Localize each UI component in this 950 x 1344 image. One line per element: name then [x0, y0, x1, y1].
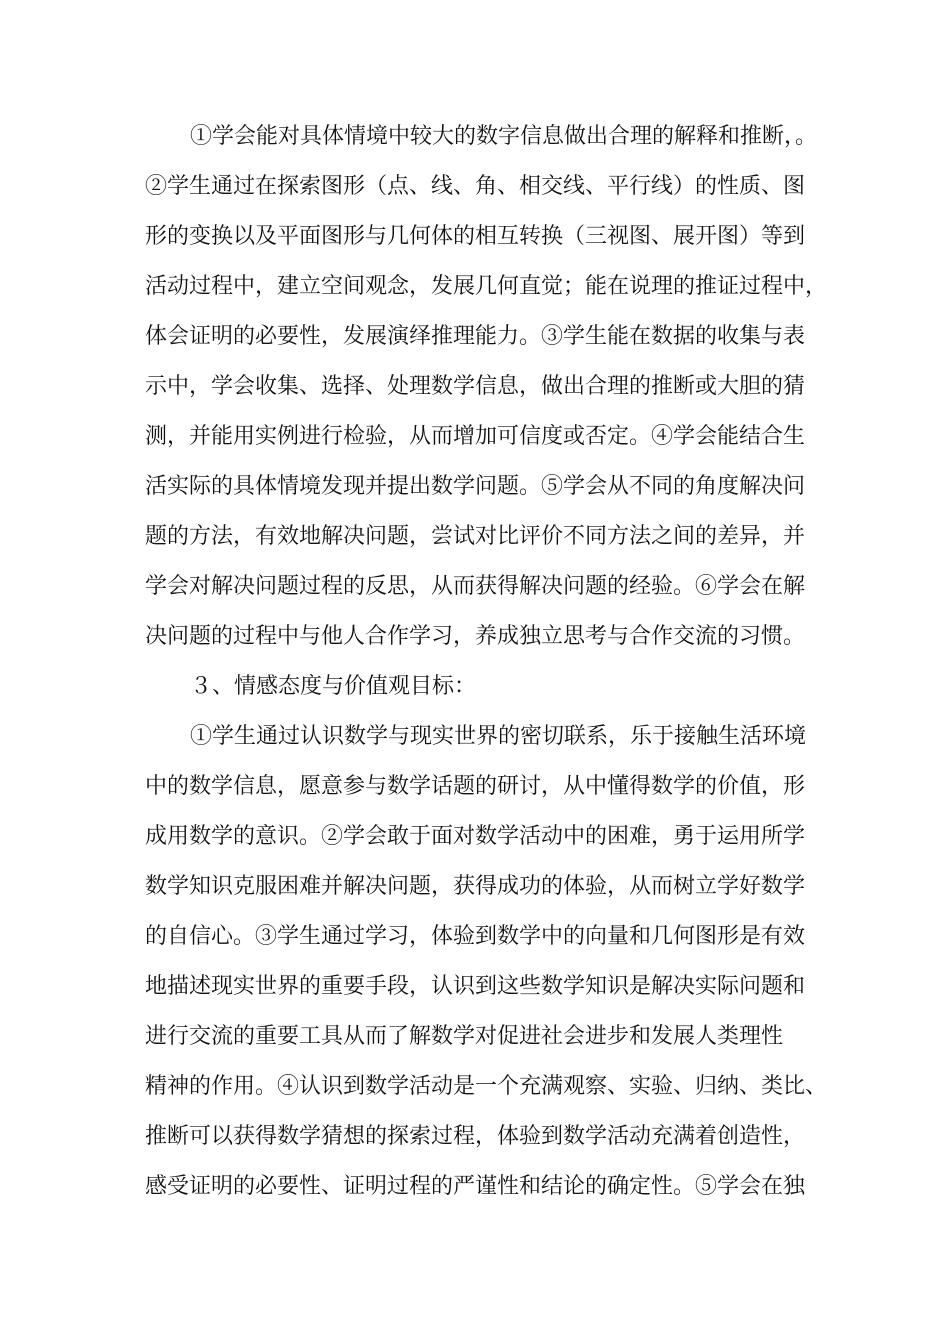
section-heading: ３、情感态度与价值观目标：: [190, 674, 477, 699]
text-line: 题的方法，有效地解决问题，尝试对比评价不同方法之间的差异，并: [145, 524, 806, 549]
text-line: 学会对解决问题过程的反思，从而获得解决问题的经验。⑥学会在解: [145, 574, 806, 599]
text-line: 活动过程中，建立空间观念，发展几何直觉；能在说理的推证过程中，: [145, 274, 828, 299]
text-line: 地描述现实世界的重要手段，认识到这些数学知识是解决实际问题和: [145, 974, 806, 999]
text-line: 的自信心。③学生通过学习，体验到数学中的向量和几何图形是有效: [145, 924, 806, 949]
text-line: 形的变换以及平面图形与几何体的相互转换（三视图、展开图）等到: [145, 224, 806, 249]
text-line: 推断可以获得数学猜想的探索过程，体验到数学活动充满着创造性，: [145, 1124, 806, 1149]
text-line: 测，并能用实例进行检验，从而增加可信度或否定。④学会能结合生: [145, 424, 806, 449]
text-line: 感受证明的必要性、证明过程的严谨性和结论的确定性。⑤学会在独: [145, 1174, 806, 1199]
text-line: 中的数学信息，愿意参与数学话题的研讨，从中懂得数学的价值，形: [145, 774, 806, 799]
text-line: 活实际的具体情境发现并提出数学问题。⑤学会从不同的角度解决问: [145, 474, 806, 499]
text-line: ②学生通过在探索图形（点、线、角、相交线、平行线）的性质、图: [145, 174, 806, 199]
text-line: 决问题的过程中与他人合作学习，养成独立思考与合作交流的习惯。: [145, 624, 806, 649]
text-line: ①学会能对具体情境中较大的数字信息做出合理的解释和推断，。: [190, 124, 818, 149]
text-line: 示中，学会收集、选择、处理数学信息，做出合理的推断或大胆的猜: [145, 374, 806, 399]
text-line: 精神的作用。④认识到数学活动是一个充满观察、实验、归纳、类比、: [145, 1074, 828, 1099]
text-line: 成用数学的意识。②学会敢于面对数学活动中的困难，勇于运用所学: [145, 824, 806, 849]
text-line: 数学知识克服困难并解决问题，获得成功的体验，从而树立学好数学: [145, 874, 806, 899]
text-line: ①学生通过认识数学与现实世界的密切联系，乐于接触生活环境: [190, 724, 807, 749]
text-line: 进行交流的重要工具从而了解数学对促进社会进步和发展人类理性: [145, 1024, 784, 1049]
text-line: 体会证明的必要性，发展演绎推理能力。③学生能在数据的收集与表: [145, 324, 806, 349]
